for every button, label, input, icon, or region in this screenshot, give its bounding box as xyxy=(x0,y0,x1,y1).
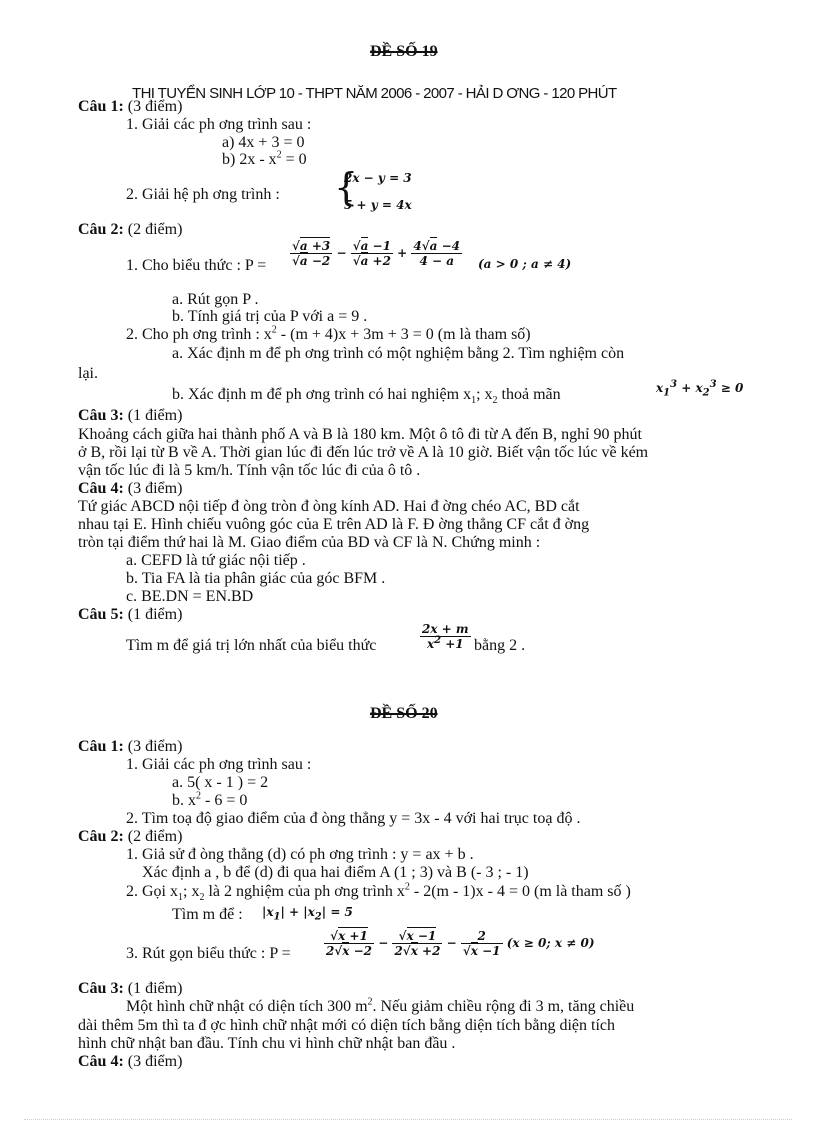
q5-tail: bằng 2 . xyxy=(474,637,526,654)
q2-item-2: 2. Cho ph ơng trình : $x^2 - (m + 4)x + 3m + 3 = 0$ (m là tham số) xyxy=(126,324,531,343)
q2-item-2-20: 2. Gọi $x_1$; $x_2$ là 2 nghiệm của ph ơng trình $x^2 - 2(m - 1)x - 4 = 0$ (m là tham số ) xyxy=(126,881,631,904)
system-eq-2: 5 + y = 4x xyxy=(344,198,412,212)
q4-line-2: nhau tại E. Hình chiếu vuông góc của E trên AD là F. Đ ờng thẳng CF cắt đ ờng xyxy=(78,516,590,533)
question-5-header: Câu 5: (1 điểm) xyxy=(78,606,183,623)
q2-item-2a: a. Xác định m để ph ơng trình có một nghiệm bằng 2. Tìm nghiệm còn xyxy=(172,345,625,362)
q3-line-2-20: dài thêm 5m thì ta đ ợc hình chữ nhật mới có diện tích bằng diện tích bằng diện tích xyxy=(78,1017,616,1034)
expression-p-19: $\frac{√a +3}{√a -2}$ − $\frac{√a -1}{√a +2}$ + $\frac{4√a -4}{4 - a}$ xyxy=(292,239,461,268)
q4-line-3: tròn tại điểm thứ hai là M. Giao điểm của BD và CF là N. Chứng minh : xyxy=(78,534,541,551)
system-eq-1: 2x − y = 3 xyxy=(344,171,412,185)
q2-item-1b-20: Xác định a , b để (d) đi qua hai điểm A (1 ; 3) và B (- 3 ; - 1) xyxy=(142,864,529,881)
q3-line-3-20: hình chữ nhật ban đầu. Tính chu vi hình chữ nhật ban đầu . xyxy=(78,1035,456,1052)
q1-item-1-20: 1. Giải các ph ơng trình sau : xyxy=(126,756,312,773)
question-2-header: Câu 2: (2 điểm) xyxy=(78,221,183,238)
q2-item-1b: b. Tính giá trị của P với a = 9 . xyxy=(172,308,368,325)
q4-line-1: Tứ giác ABCD nội tiếp đ òng tròn đ òng kính AD. Hai đ ờng chéo AC, BD cắt xyxy=(78,498,580,515)
q2-item-1a: a. Rút gọn P . xyxy=(172,291,259,308)
question-3-header: Câu 3: (1 điểm) xyxy=(78,407,183,424)
q2-item-2a-cont: lại. xyxy=(78,365,98,382)
exam-subtitle-19: THI TUYỂN SINH LỚP 10 - THPT NĂM 2006 - 2007 - HẢI D ƠNG - 120 PHÚT xyxy=(132,85,617,102)
question-4-header-20: Câu 4: (3 điểm) xyxy=(78,1053,183,1070)
q1-item-1b-20: b. $x^2 - 6 = 0$ xyxy=(172,790,248,809)
expression-p-20: $\frac{√x +1}{2√x -2}$ − $\frac{√x -1}{2√x +2}$ − $\frac{2}{√x -1}$ (x ≥ 0; x ≠ 0) xyxy=(326,929,595,958)
q3-line-2: ở B, rồi lại từ B về A. Thời gian lúc đi đến lúc trở về A là 10 giờ. Biết vận tốc lúc về kém xyxy=(78,444,649,461)
question-3-header-20: Câu 3: (1 điểm) xyxy=(78,980,183,997)
q1-item-1a-20: a. 5( x - 1 ) = 2 xyxy=(172,774,269,791)
q4-item-b: b. Tia FA là tia phân giác của góc BFM . xyxy=(126,570,386,587)
question-1-header-20: Câu 1: (3 điểm) xyxy=(78,738,183,755)
system-brace: { xyxy=(334,165,359,209)
q2-item-2b: b. Xác định m để ph ơng trình có hai nghiệm $x_1$; $x_2$ thoả mãn xyxy=(172,386,561,407)
q1-item-1: 1. Giải các ph ơng trình sau : xyxy=(126,116,312,133)
q5-text: Tìm m để giá trị lớn nhất của biểu thức xyxy=(126,637,377,654)
page-bottom-divider xyxy=(24,1119,792,1120)
q3-line-3: vận tốc lúc đi là 5 km/h. Tính vận tốc lúc đi của ô tô . xyxy=(78,462,421,479)
exam-title-20: ĐỀ SỐ 20 xyxy=(370,705,438,722)
q3-line-1: Khoảng cách giữa hai thành phố A và B là 180 km. Một ô tô đi từ A đến B, nghỉ 90 phút xyxy=(78,426,642,443)
exam-title-19: ĐỀ SỐ 19 xyxy=(370,43,438,60)
inequality-condition: $x_1^3 + x_2^3 \ge 0$ xyxy=(656,379,744,399)
question-1-header: Câu 1: (3 điểm) xyxy=(78,98,183,115)
abs-condition: $|x_1| + |x_2| = 5$ xyxy=(262,905,353,923)
q3-line-1-20: Một hình chữ nhật có diện tích 300 $m^2$. Nếu giảm chiều rộng đi 3 m, tăng chiều xyxy=(126,996,635,1015)
q4-item-a: a. CEFD là tứ giác nội tiếp . xyxy=(126,552,306,569)
q1-item-1b: b) $2x - x^2 = 0$ xyxy=(222,149,307,168)
q5-fraction: $\frac{2x + m}{x^2 +1}$ xyxy=(422,622,469,651)
q2-item-1-20: 1. Giả sử đ òng thẳng (d) có ph ơng trình : y = ax + b . xyxy=(126,846,474,863)
question-2-header-20: Câu 2: (2 điểm) xyxy=(78,828,183,845)
q1-item-1a: a) 4x + 3 = 0 xyxy=(222,134,305,151)
q2-item-3-20: 3. Rút gọn biểu thức : P = xyxy=(126,945,291,962)
q2-item-1: 1. Cho biểu thức : P = xyxy=(126,257,267,274)
q1-item-2: 2. Giải hệ ph ơng trình : xyxy=(126,186,280,203)
q2-item-2b-20: Tìm m để : xyxy=(172,906,243,923)
condition-20: (x ≥ 0; x ≠ 0) xyxy=(506,936,595,950)
question-4-header: Câu 4: (3 điểm) xyxy=(78,480,183,497)
condition-19: (a > 0 ; a ≠ 4) xyxy=(478,257,572,271)
q1-item-2-20: 2. Tìm toạ độ giao điểm của đ òng thẳng y = 3x - 4 với hai trục toạ độ . xyxy=(126,810,581,827)
q4-item-c: c. BE.DN = EN.BD xyxy=(126,588,254,605)
